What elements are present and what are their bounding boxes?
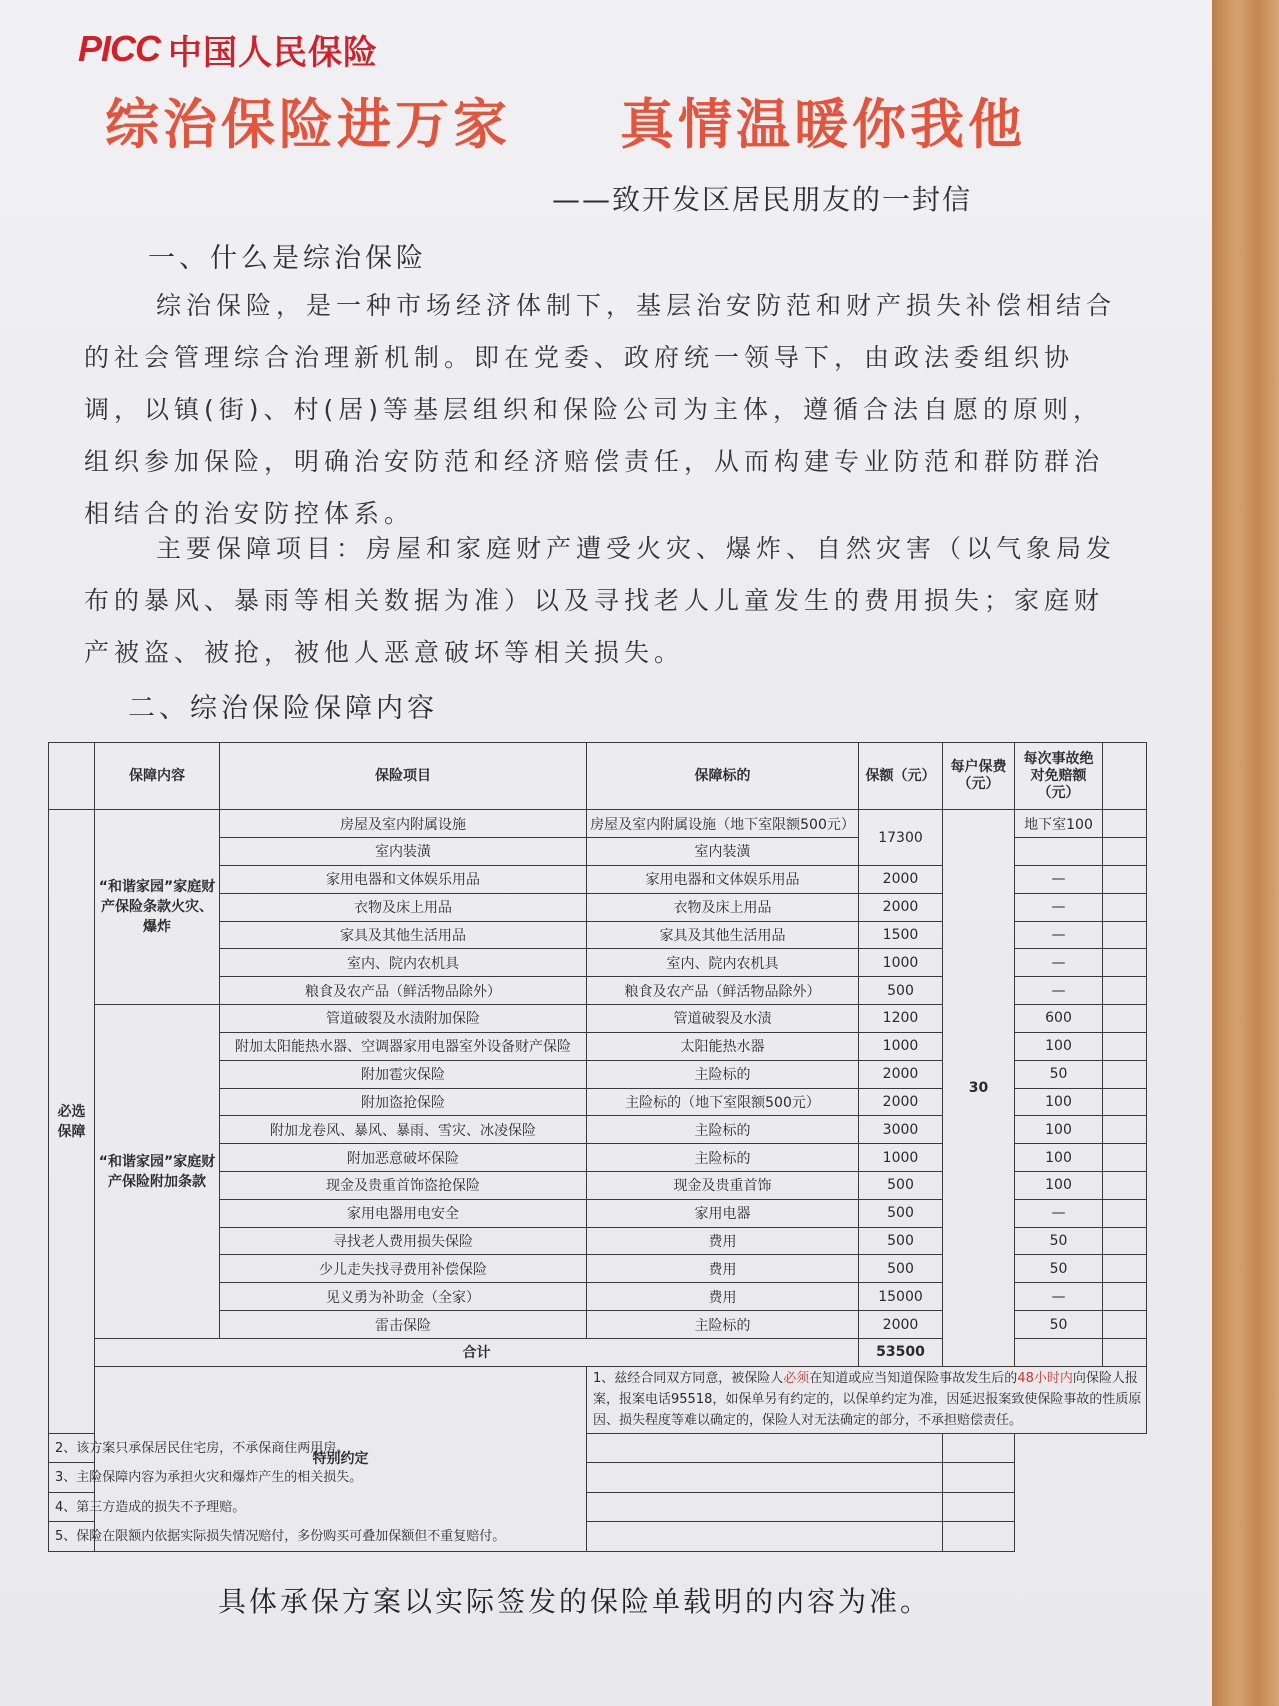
- header-amount: 保额（元）: [859, 743, 943, 810]
- row-item: 附加盗抢保险: [220, 1088, 587, 1116]
- row-amount: 3000: [859, 1116, 943, 1144]
- row-blank: [1103, 1311, 1147, 1339]
- headline-left: 综治保险进万家: [105, 92, 511, 156]
- clause1-b: 在知道或应当知道保险事故发生后的: [809, 1371, 1018, 1387]
- row-deductible: 50: [1015, 1255, 1103, 1283]
- header-content: 保障内容: [95, 743, 220, 810]
- row-amount: 1000: [859, 1032, 943, 1060]
- row-target: 主险标的: [587, 1116, 859, 1144]
- row-blank: [1103, 1116, 1147, 1144]
- row-amount: 1200: [859, 1005, 943, 1033]
- row-amount: 15000: [859, 1283, 943, 1311]
- clause1-red-must: 必须: [783, 1371, 810, 1387]
- section1-paragraph2: 主要保障项目：房屋和家庭财产遭受火灾、爆炸、自然灾害（以气象局发布的暴风、暴雨等相关数据为准）以及寻找老人儿童发生的费用损失；家庭财产被盗、被抢，被他人恶意破坏等相关损失。: [84, 534, 1117, 667]
- header-deductible: 每次事故绝对免赔额（元）: [1015, 743, 1103, 810]
- row-deductible: 50: [1015, 1060, 1103, 1088]
- row-deductible: 100: [1015, 1144, 1103, 1172]
- row-amount: 500: [859, 1227, 943, 1255]
- row-amount: 2000: [859, 865, 943, 893]
- row-deductible: —: [1015, 1283, 1103, 1311]
- row-item: 附加恶意破坏保险: [220, 1144, 587, 1172]
- row-target: 主险标的（地下室限额500元）: [587, 1088, 859, 1116]
- clause-blank: [943, 1522, 1015, 1552]
- row-blank: [1103, 1283, 1147, 1311]
- row-blank: [1103, 949, 1147, 977]
- row-blank: [1103, 893, 1147, 921]
- row-target: 费用: [587, 1255, 859, 1283]
- special-clause-row: [49, 1492, 1147, 1521]
- row-item: 现金及贵重首饰盗抢保险: [220, 1172, 587, 1200]
- row-deductible: 地下室100: [1015, 810, 1103, 838]
- row-deductible: 100: [1015, 1088, 1103, 1116]
- row-item: 衣物及床上用品: [220, 893, 587, 921]
- row-deductible: —: [1015, 977, 1103, 1005]
- row-item: 附加龙卷风、暴风、暴雨、雪灾、冰凌保险: [220, 1116, 587, 1144]
- row-target: 室内、院内农机具: [587, 949, 859, 977]
- row-target: 现金及贵重首饰: [587, 1172, 859, 1200]
- row-blank: [1103, 1005, 1147, 1033]
- row-item: 雷击保险: [220, 1311, 587, 1339]
- special-terms-label: 特别约定: [95, 1366, 587, 1551]
- row-deductible: 100: [1015, 1032, 1103, 1060]
- must-select-label: 必选保障: [49, 810, 95, 1434]
- row-blank: [1103, 977, 1147, 1005]
- group1-label: “和谐家园”家庭财产保险条款火灾、爆炸: [95, 810, 220, 1005]
- row-deductible: [1015, 838, 1103, 866]
- special-clause-4: 4、第三方造成的损失不予理赔。: [49, 1492, 943, 1521]
- header-item: 保险项目: [220, 743, 587, 810]
- row-amount: 500: [859, 1199, 943, 1227]
- premium-value: 30: [943, 810, 1015, 1367]
- clause1-red-48h: 48小时内: [1017, 1371, 1073, 1387]
- row-deductible: 100: [1015, 1172, 1103, 1200]
- section2-title: 二、综治保险保障内容: [128, 693, 438, 724]
- special-clause-row: [49, 1366, 1147, 1433]
- row-item: 寻找老人费用损失保险: [220, 1227, 587, 1255]
- row-item: 少儿走失找寻费用补偿保险: [220, 1255, 587, 1283]
- row-deductible: —: [1015, 893, 1103, 921]
- row-amount: 500: [859, 977, 943, 1005]
- special-clause-5: 5、保险在限额内依据实际损失情况赔付，多份购买可叠加保额但不重复赔付。: [49, 1522, 943, 1552]
- logo-name: 中国人民保险: [168, 32, 379, 73]
- footer-note: 具体承保方案以实际签发的保险单载明的内容为准。: [218, 1585, 932, 1618]
- clause1-a: 1、兹经合同双方同意，被保险人: [593, 1371, 784, 1387]
- row-blank: [1103, 1144, 1147, 1172]
- row-target: 衣物及床上用品: [587, 893, 859, 921]
- table-header-row: [49, 743, 1147, 810]
- total-label: 合计: [95, 1338, 859, 1366]
- row-amount: 2000: [859, 1088, 943, 1116]
- must-column-header: [49, 743, 95, 810]
- section1-paragraph1: 综治保险，是一种市场经济体制下，基层治安防范和财产损失补偿相结合的社会管理综合治理新机制。即在党委、政府统一领导下，由政法委组织协调，以镇(街)、村(居)等基层组织和保险公司为主体，遵循合法自愿的原则，组织参加保险，明确治安防范和经济赔偿责任，从而构建专业防范和群防群治相结合的治安防控体系。: [84, 291, 1117, 528]
- row-deductible: —: [1015, 1199, 1103, 1227]
- row-item: 见义勇为补助金（全家）: [220, 1283, 587, 1311]
- row-amount: 1500: [859, 921, 943, 949]
- row-target: 费用: [587, 1227, 859, 1255]
- row-deductible: —: [1015, 865, 1103, 893]
- headline-right: 真情温暖你我他: [620, 92, 1026, 156]
- special-clause-1: [587, 1366, 1147, 1433]
- table-row: [49, 810, 1147, 838]
- row-target: 家用电器: [587, 1199, 859, 1227]
- row-amount: 1000: [859, 1144, 943, 1172]
- row-item: 房屋及室内附属设施: [220, 810, 587, 838]
- row-deductible: 50: [1015, 1311, 1103, 1339]
- row-target: 房屋及室内附属设施（地下室限额500元）: [587, 810, 859, 838]
- row-deductible: 100: [1015, 1116, 1103, 1144]
- clause-blank: [943, 1463, 1015, 1492]
- wood-background: [1209, 0, 1279, 1706]
- row-deductible: —: [1015, 949, 1103, 977]
- row-item: 家具及其他生活用品: [220, 921, 587, 949]
- row-amount: 500: [859, 1172, 943, 1200]
- row-blank: [1103, 1255, 1147, 1283]
- row-item: 室内、院内农机具: [220, 949, 587, 977]
- row-target: 太阳能热水器: [587, 1032, 859, 1060]
- row-target: 主险标的: [587, 1144, 859, 1172]
- row-item: 粮食及农产品（鲜活物品除外）: [220, 977, 587, 1005]
- row-target: 家用电器和文体娱乐用品: [587, 865, 859, 893]
- special-clause-row: [49, 1463, 1147, 1492]
- clause-blank: [943, 1492, 1015, 1521]
- row-blank: [1103, 810, 1147, 838]
- row-item: 附加太阳能热水器、空调器家用电器室外设备财产保险: [220, 1032, 587, 1060]
- row-deductible: 50: [1015, 1227, 1103, 1255]
- special-clause-row: [49, 1522, 1147, 1552]
- special-clause-3: 3、主险保障内容为承担火灾和爆炸产生的相关损失。: [49, 1463, 943, 1492]
- row-amount: 500: [859, 1255, 943, 1283]
- row-blank: [1103, 838, 1147, 866]
- special-clause-row: [49, 1434, 1147, 1463]
- row-blank: [1103, 865, 1147, 893]
- row-target: 主险标的: [587, 1311, 859, 1339]
- row-deductible: —: [1015, 921, 1103, 949]
- row-blank: [1103, 1060, 1147, 1088]
- row-item: 管道破裂及水渍附加保险: [220, 1005, 587, 1033]
- special-clause-2: 2、该方案只承保居民住宅房，不承保商住两用房。: [49, 1434, 943, 1463]
- header-premium: 每户保费（元）: [943, 743, 1015, 810]
- header-target: 保障标的: [587, 743, 859, 810]
- row-blank: [1103, 1199, 1147, 1227]
- row-blank: [1103, 1227, 1147, 1255]
- row-target: 管道破裂及水渍: [587, 1005, 859, 1033]
- row-item: 家用电器和文体娱乐用品: [220, 865, 587, 893]
- row-amount: 2000: [859, 893, 943, 921]
- row-item: 家用电器用电安全: [220, 1199, 587, 1227]
- picc-logo: [78, 26, 378, 72]
- clause1-c: 向保险人报案，报案电话95518，如保单另有约定的，以保单约定为准，因延迟报案致使保险事故的性质原因、损失程度等难以确定的，保险人对无法确定的部分，不承担赔偿责任。: [593, 1371, 1142, 1429]
- row-amount: 2000: [859, 1311, 943, 1339]
- row-target: 室内装潢: [587, 838, 859, 866]
- row-amount: 2000: [859, 1060, 943, 1088]
- row-amount: 17300: [859, 810, 943, 866]
- row-item: 附加雹灾保险: [220, 1060, 587, 1088]
- subtitle: ——致开发区居民朋友的一封信: [552, 183, 973, 216]
- total-blank: [1103, 1338, 1147, 1366]
- section1-title: 一、什么是综治保险: [148, 243, 427, 274]
- total-amount: 53500: [859, 1338, 943, 1366]
- row-target: 家具及其他生活用品: [587, 921, 859, 949]
- row-target: 费用: [587, 1283, 859, 1311]
- clause-blank: [943, 1434, 1015, 1463]
- row-target: 主险标的: [587, 1060, 859, 1088]
- logo-mark: PICC: [78, 28, 161, 69]
- row-amount: 1000: [859, 949, 943, 977]
- row-item: 室内装潢: [220, 838, 587, 866]
- row-blank: [1103, 1088, 1147, 1116]
- coverage-table: [48, 742, 1146, 1552]
- group2-label: “和谐家园”家庭财产保险附加条款: [95, 1005, 220, 1339]
- header-blank: [1103, 743, 1147, 810]
- total-deductible-blank: [1015, 1338, 1103, 1366]
- row-blank: [1103, 1032, 1147, 1060]
- row-blank: [1103, 921, 1147, 949]
- row-blank: [1103, 1172, 1147, 1200]
- row-deductible: 600: [1015, 1005, 1103, 1033]
- row-target: 粮食及农产品（鲜活物品除外）: [587, 977, 859, 1005]
